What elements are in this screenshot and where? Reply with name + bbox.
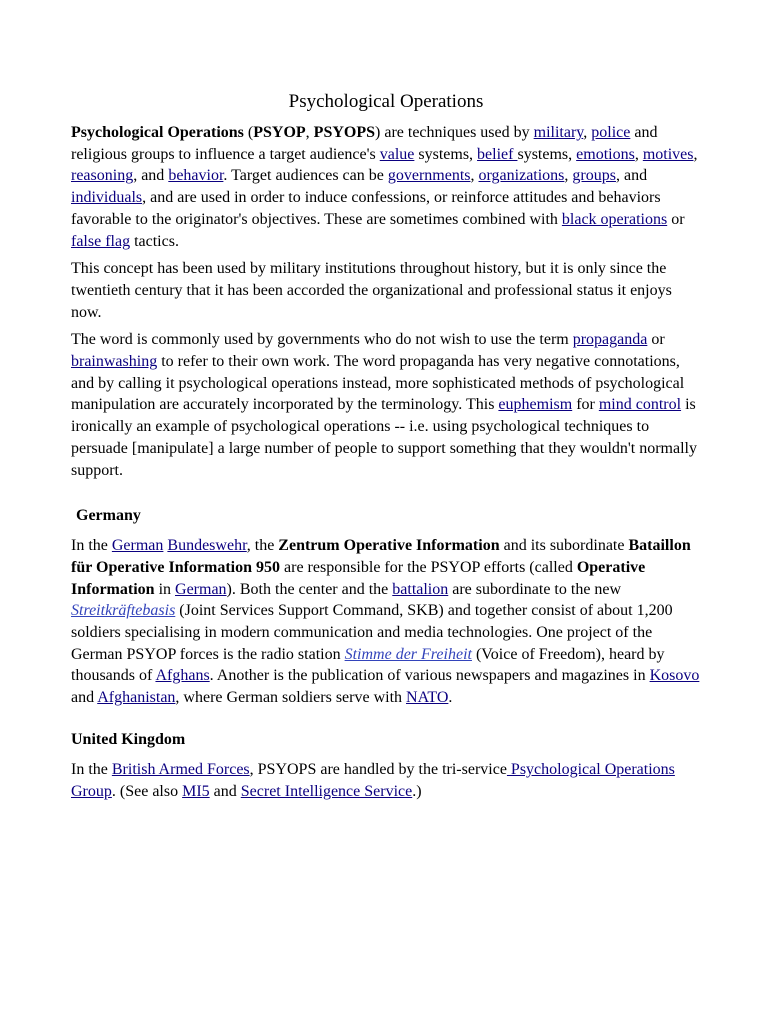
link-behavior[interactable]: behavior [168,167,224,185]
link-stimme-der-freiheit[interactable]: Stimme der Freiheit [344,645,472,663]
text: , [634,145,643,163]
article [71,88,701,808]
link-kosovo[interactable]: Kosovo [649,667,700,685]
link-propaganda[interactable]: propaganda [572,331,648,349]
text: are subordinate to the new [448,580,622,598]
text: ) are techniques used by [375,124,534,141]
link-organizations[interactable]: organizations [478,167,565,185]
link-individuals[interactable]: individuals [71,189,143,207]
link-afghans[interactable]: Afghans [155,667,210,685]
term-bold: Operative Information [71,558,646,598]
text: (Voice of Freedom), heard by thousands of [71,645,665,685]
text: , and [133,167,169,185]
link-bundeswehr[interactable]: Bundeswehr [167,537,247,555]
history-paragraph: This concept has been used by military institutions throughout history, but it is only since the twentieth century that it has been accorded the organizational and professional status it enjoys now. [71,260,672,321]
link-german[interactable]: German [111,537,164,555]
term-bold: Bataillon für Operative Information 950 [71,537,691,576]
link-groups[interactable]: groups [572,167,616,185]
link-german-language[interactable]: German [175,580,227,598]
link-black-operations[interactable]: black operations [561,210,668,228]
text: in [154,580,176,598]
intro-paragraph [71,122,701,252]
text: or [647,331,665,349]
link-psychological-operations-group[interactable]: Psychological Operations Group [71,760,675,800]
text: In the [71,760,112,778]
text: . Another is the publication of various newspapers and magazines in [209,667,650,685]
text: , [564,167,573,185]
link-brainwashing[interactable]: brainwashing [71,353,158,371]
term-bold: Psychological Operations [71,124,244,141]
text: ( [243,124,254,141]
text: , [693,145,698,163]
uk-paragraph [71,759,701,802]
page-title: Psychological Operations [288,91,484,112]
term-bold: PSYOP [253,124,306,141]
link-governments[interactable]: governments [387,167,471,185]
link-afghanistan[interactable]: Afghanistan [97,689,176,707]
germany-paragraph [71,535,701,709]
link-reasoning[interactable]: reasoning [71,167,134,185]
link-police[interactable]: police [591,124,631,141]
text: and religious groups to influence a target audience's [71,124,658,163]
link-secret-intelligence-service[interactable]: Secret Intelligence Service [240,782,413,800]
link-battalion[interactable]: battalion [392,580,449,598]
text: In the [71,537,112,555]
text: , and are used in order to induce confessions, or reinforce attitudes and behaviors favorable to the originator's objectives. These are sometimes combined with [71,189,661,228]
text: . [448,689,453,707]
link-value[interactable]: value [379,145,415,163]
text: , the [246,537,279,555]
link-false-flag[interactable]: false flag [71,232,131,250]
text: and [71,689,98,707]
link-mind-control[interactable]: mind control [598,396,682,414]
link-euphemism[interactable]: euphemism [498,396,573,414]
link-british-armed-forces[interactable]: British Armed Forces [111,760,250,778]
link-motives[interactable]: motives [642,145,694,163]
text: systems, [517,145,577,163]
text: , [470,167,479,185]
link-nato[interactable]: NATO [406,689,449,707]
text: and its subordinate [499,537,629,555]
term-bold: PSYOPS [313,124,376,141]
link-belief[interactable]: belief [477,145,518,163]
text: The word is commonly used by governments who do not wish to use the term [71,331,573,349]
text: , and [615,167,648,185]
section-heading-united-kingdom: United Kingdom [71,730,186,748]
link-emotions[interactable]: emotions [576,145,635,163]
text: systems, [414,145,478,163]
link-streitkraeftebasis[interactable]: Streitkräftebasis [71,602,176,620]
text: are responsible for the PSYOP efforts (called [280,558,577,576]
text: ). Both the center and the [226,580,393,598]
text: (Joint Services Support Command, SKB) and together consist of about 1,200 soldiers specialising in modern communication and media technologies. One project of the German PSYOP forces is the radio station [71,602,673,663]
text: for [572,396,599,414]
text: . Target audiences can be [223,167,388,185]
section-heading-germany: Germany [76,507,141,525]
text: , where German soldiers serve with [175,689,407,707]
text: , [583,124,592,141]
text: . (See also [111,782,183,800]
term-bold: Zentrum Operative Information [278,537,500,555]
terminology-paragraph [71,329,701,481]
text: is ironically an example of psychological operations -- i.e. using psychological techniques to persuade [manipulate] a large number of people to support something that they wouldn't normally support. [71,396,697,479]
link-military[interactable]: military [533,124,584,141]
text: and [209,782,241,800]
text: tactics. [130,232,179,250]
text: or [667,210,685,228]
text: .) [412,782,422,800]
text: to refer to their own work. The word propaganda has very negative connotations, and by calling it psychological operations instead, more sophisticated methods of psychological manipulation are accurately incorporated by the terminology. This [71,353,685,414]
text: , [305,124,314,141]
text: , PSYOPS are handled by the tri-service [249,760,507,778]
link-mi5[interactable]: MI5 [182,782,210,800]
